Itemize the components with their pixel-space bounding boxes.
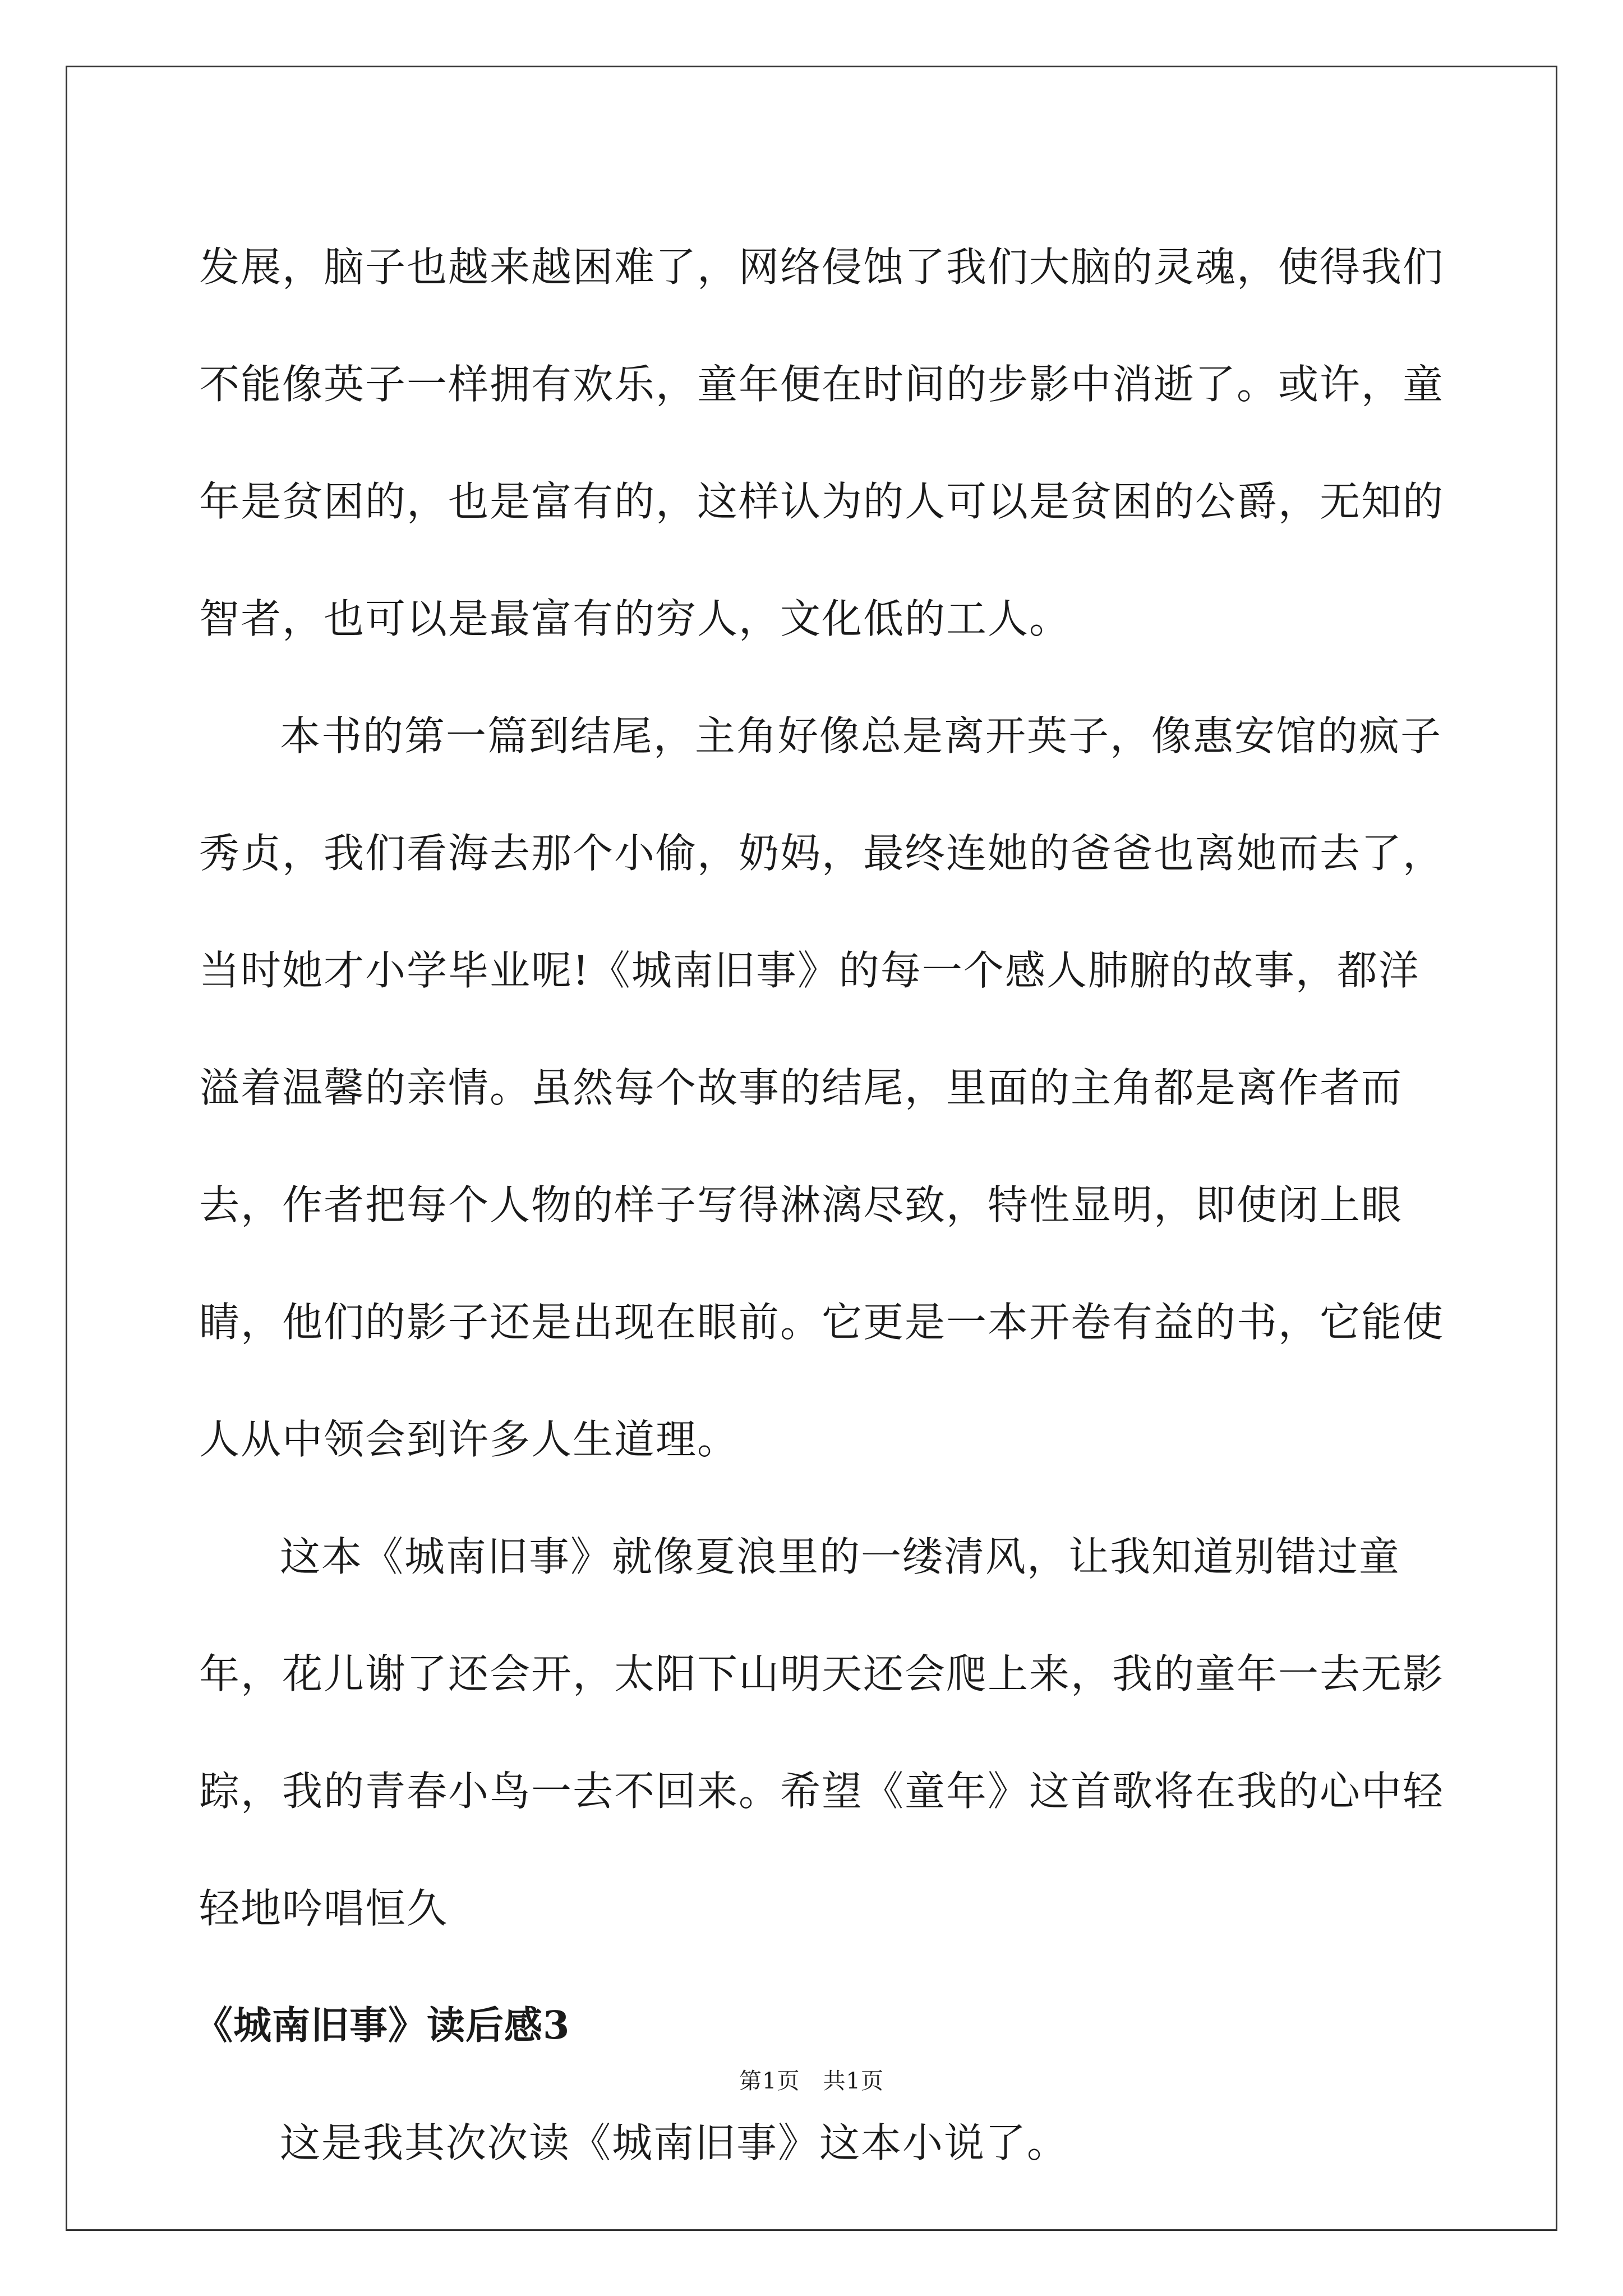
paragraph-main-characters: 本书的第一篇到结尾，主角好像总是离开英子，像惠安馆的疯子秀贞，我们看海去那个小偷，奶妈，最终连她的爸爸也离她而去了，当时她才小学毕业呢!《城南旧事》的每一个感人肺腑的故事，都洋溢着温馨的亲情。虽然每个故事的结尾，里面的主角都是离作者而去，作者把每个人物的样子写得淋漓尽致，特性显明，即使闭上眼睛，他们的影子还是出现在眼前。它更是一本开卷有益的书，它能使人从中领会到许多人生道理。 (199, 712, 1445, 1463)
paragraph-continuation: 发展，脑子也越来越困难了，网络侵蚀了我们大脑的灵魂，使得我们不能像英子一样拥有欢乐，童年便在时间的步影中消逝了。或许，童年是贫困的，也是富有的，这样认为的人可以是贫困的公爵，无知的智者，也可以是最富有的穷人，文化低的工人。 (199, 243, 1445, 642)
document-body (195, 209, 1445, 2202)
section-heading: 《城南旧事》读后感3 (195, 2003, 570, 2048)
page-number-footer: 第1页 共1页 (739, 2068, 884, 2094)
paragraph-section-intro: 这是我其次次读《城南旧事》这本小说了。 (280, 2119, 1069, 2166)
paragraph-childhood: 这本《城南旧事》就像夏浪里的一缕清风，让我知道别错过童年，花儿谢了还会开，太阳下山明天还会爬上来，我的童年一去无影踪，我的青春小鸟一去不回来。希望《童年》这首歌将在我的心中轻轻地吟唱恒久 (199, 1533, 1445, 1932)
